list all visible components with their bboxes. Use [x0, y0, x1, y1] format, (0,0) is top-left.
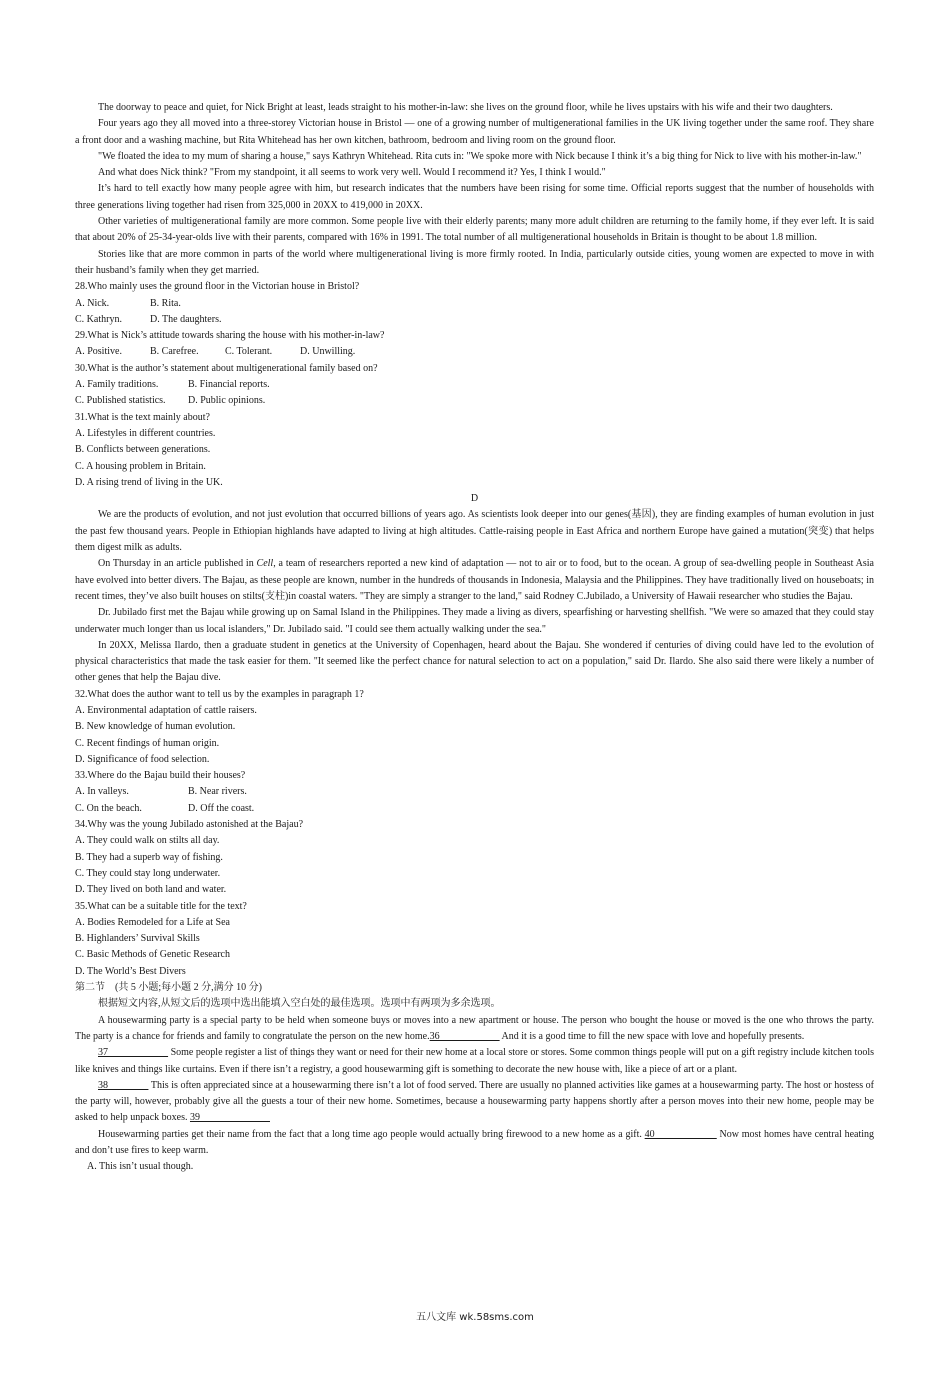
question-stem: 29.What is Nick’s attitude towards sharing the house with his mother-in-law? [75, 330, 385, 342]
option: D. A rising trend of living in the UK. [75, 476, 223, 488]
option: D. The World’s Best Divers [75, 965, 186, 977]
question-stem: 35.What can be a suitable title for the text? [75, 900, 247, 912]
options-row [75, 377, 874, 393]
option: C. Published statistics. [75, 395, 166, 407]
question-stem: 32.What does the author want to tell us by the examples in paragraph 1? [75, 688, 364, 700]
paragraph: Other varieties of multigenerational family are more common. Some people live with their elderly parents; many more adult children are returning to the family home, if they ever left. It is said that about 20% of 25-34-year-olds live with their parents, compared with 16% in 1991. The total number of all multigenerational households in Britain is thought to be about 1.8 million. [75, 216, 874, 244]
paragraph [75, 1013, 874, 1046]
option: A. Lifestyles in different countries. [75, 427, 216, 439]
option: B. Rita. [150, 297, 181, 309]
paragraph: And what does Nick think? "From my standpoint, it all seems to work very well. Would I recommend it? Yes, I think I would." [98, 167, 606, 179]
paragraph [75, 1045, 874, 1078]
text-run: A housewarming party is a special party to be held when someone buys or moves into a new apartment or house. The person who bought the house or moved is the one who throws the party. The party is a chance for friends and family to congratulate the person on the new home. [75, 1014, 874, 1042]
text-run: Housewarming parties get their name from the fact that a long time ago people would actually bring firewood to a new home as a gift. [98, 1128, 645, 1140]
option: A. Family traditions. [75, 379, 159, 391]
question-stem: 30.What is the author’s statement about multigenerational family based on? [75, 362, 378, 374]
option: B. They had a superb way of fishing. [75, 851, 223, 863]
option: D. Public opinions. [188, 395, 266, 407]
section-heading: D [470, 493, 479, 505]
option: D. The daughters. [150, 313, 222, 325]
journal-name: Cell [256, 558, 274, 570]
question-stem: 28.Who mainly uses the ground floor in the Victorian house in Bristol? [75, 281, 360, 293]
text-run: Now most homes have central heating and don’t use fires to keep warm. [75, 1128, 875, 1156]
option: B. New knowledge of human evolution. [75, 721, 236, 733]
option: A. Positive. [75, 346, 122, 358]
paragraph: In 20XX, Melissa Ilardo, then a graduate student in genetics at the University of Copenhagen, heard about the Bajau. She wondered if centuries of diving could have led to the evolution of physical characteristics that made the task easier for them. "It seemed like the perfect chance for natural selection to act on a population," said Dr. Ilardo. She also said there were likely a number of other genes that help the Bajau dive. [75, 639, 874, 684]
blank-40[interactable]: 40 [644, 1128, 717, 1140]
document-page [75, 100, 874, 1176]
option: B. Near rivers. [188, 786, 247, 798]
option: A. This isn’t usual though. [87, 1161, 194, 1173]
option: B. Carefree. [150, 346, 199, 358]
option: B. Highlanders’ Survival Skills [75, 933, 200, 945]
options-row [75, 801, 874, 817]
option: C. On the beach. [75, 802, 142, 814]
paragraph: Dr. Jubilado first met the Bajau while growing up on Samal Island in the Philippines. They made a living as divers, spearfishing or harvesting shellfish. "We were so amazed that they could stay underwater much longer than us local islanders," Dr. Jubilado said. "I could see them actually walking under the sea." [75, 607, 874, 635]
blank-38[interactable]: 38 [98, 1079, 149, 1091]
text-run: This is often appreciated since at a housewarming there isn’t a lot of food served. There are usually no planned activities like games at a housewarming party. The host or hostess of the party will, however, probably give all the guests a tour of their new home. Sometimes, because a housewarming party happens shortly after a person moves into their new home, people may be asked to help unpack boxes. [75, 1079, 875, 1124]
paragraph [75, 1127, 874, 1160]
paragraph: "We floated the idea to my mum of sharing a house," says Kathryn Whitehead. Rita cuts in: "We spoke more with Nick because I think it’s a big thing for Nick to live with his mother-in-law." [98, 150, 862, 162]
option: B. Conflicts between generations. [75, 444, 211, 456]
option: A. Environmental adaptation of cattle raisers. [75, 704, 257, 716]
blank-36[interactable]: 36 [429, 1030, 500, 1042]
text-run: And it is a good time to fill the new space with love and hopefully presents. [499, 1030, 805, 1042]
paragraph [75, 1078, 874, 1127]
footer-watermark: 五八文库 wk.58sms.com [416, 1312, 534, 1323]
option: C. Recent findings of human origin. [75, 737, 220, 749]
option: C. Basic Methods of Genetic Research [75, 949, 230, 961]
option: C. Kathryn. [75, 313, 122, 325]
paragraph [75, 556, 874, 605]
options-row [75, 312, 874, 328]
options-row [75, 344, 874, 360]
text-run: , a team of researchers reported a new kind of adaptation — not to air or to food, but to the ocean. A group of sea-dwelling people in Southeast Asia have evolved into better divers. The Bajau, as these people are known, number in the hundreds of thousands in Indonesia, Malaysia and the Philippines. They have traditionally lived on houseboats; in recent times, they’ve also built houses on stilts(支柱)in coastal waters. "They are simply a stranger to the land," said Rodney C.Jubilado, a University of Hawaii researcher who studies the Bajau. [75, 558, 874, 602]
option: B. Financial reports. [188, 379, 270, 391]
text-run: Some people register a list of things they want or need for their new home at a local store or stores. Some common things people will put on a gift registry include kitchen tools like knives and things like curtains. Even if there isn’t a registry, a good housewarming gift is something to decorate the new house with, like a piece of art or a plant. [75, 1047, 874, 1075]
question-stem: 31.What is the text mainly about? [75, 411, 210, 423]
option: D. Unwilling. [300, 346, 356, 358]
option: D. They lived on both land and water. [75, 884, 227, 896]
option: D. Significance of food selection. [75, 753, 210, 765]
paragraph: We are the products of evolution, and not just evolution that occurred billions of years ago. As scientists look deeper into our genes(基因), they are finding examples of human evolution in just the past few thousand years. People in Ethiopian highlands have adapted to living at high altitudes. Cattle-raising people in East Africa and northern Europe have gained a mutation(突变) that helps them digest milk as adults. [75, 509, 874, 554]
option: A. In valleys. [75, 786, 129, 798]
option: A. They could walk on stilts all day. [75, 835, 220, 847]
paragraph: The doorway to peace and quiet, for Nick Bright at least, leads straight to his mother-in-law: she lives on the ground floor, while he lives upstairs with his wife and their two daughters. [98, 102, 833, 113]
option: C. They could stay long underwater. [75, 867, 221, 879]
question-stem: 33.Where do the Bajau build their houses? [75, 770, 246, 782]
options-row [75, 296, 874, 312]
section-heading: 第二节 (共 5 小题;每小题 2 分,满分 10 分) [75, 982, 262, 994]
options-row [75, 784, 874, 800]
instruction: 根据短文内容,从短文后的选项中选出能填入空白处的最佳选项。选项中有两项为多余选项。 [98, 998, 501, 1010]
question-stem: 34.Why was the young Jubilado astonished at the Bajau? [75, 819, 304, 831]
option: C. Tolerant. [225, 346, 273, 358]
blank-37[interactable]: 37 [98, 1047, 169, 1059]
paragraph: Four years ago they all moved into a three-storey Victorian house in Bristol — one of a growing number of multigenerational families in the UK living together under the same roof. They share a front door and a washing machine, but Rita Whitehead has her own kitchen, bathroom, bedroom and living room on the ground floor. [75, 118, 874, 146]
options-row [75, 393, 874, 409]
option: C. A housing problem in Britain. [75, 460, 206, 472]
paragraph: It’s hard to tell exactly how many people agree with him, but research indicates that the numbers have been rising for some time. Official reports suggest that the number of households with three generations living together had risen from 325,000 in 20XX to 419,000 in 20XX. [75, 183, 874, 211]
option: A. Bodies Remodeled for a Life at Sea [75, 916, 230, 928]
paragraph: Stories like that are more common in parts of the world where multigenerational living is more firmly rooted. In India, particularly outside cities, young women are expected to move in with their husband’s family when they get married. [75, 248, 874, 276]
text-run: On Thursday in an article published in [98, 558, 257, 570]
blank-39[interactable]: 39 [189, 1112, 270, 1124]
option: A. Nick. [75, 297, 110, 309]
option: D. Off the coast. [188, 802, 255, 814]
